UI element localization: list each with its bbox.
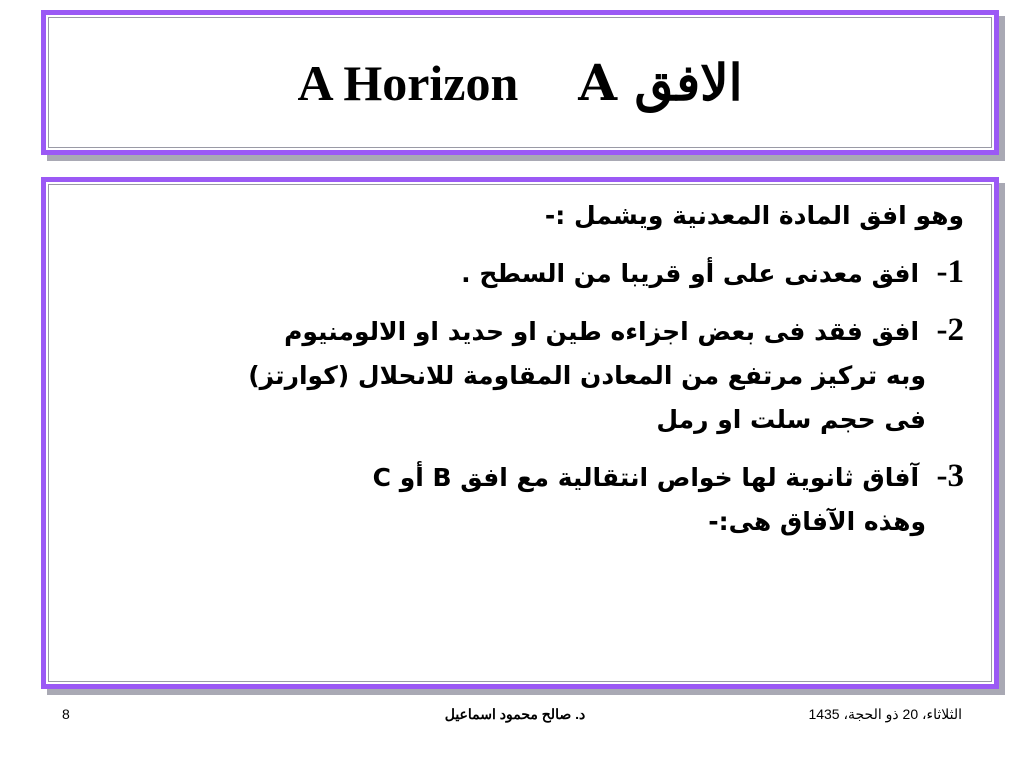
item-text: فى حجم سلت او رمل [656,405,926,434]
title-latin: A Horizon [297,55,519,111]
item-text: وهذه الآفاق هى:- [708,507,926,536]
title-arabic: الافق A [578,53,743,112]
content-frame [41,177,999,689]
footer-date: الثلاثاء، 20 ذو الحجة، 1435 [808,706,962,722]
page-number: 8 [62,706,70,722]
item-number: 2- [936,312,964,348]
intro-line: وهو افق المادة المعدنية ويشمل :- [544,201,964,230]
list-item-1 [64,250,964,296]
item-text: افق معدنى على أو قريبا من السطح . [461,259,920,288]
list-item-3 [64,454,964,544]
list-item-2 [64,308,964,442]
item-text: آفاق ثانوية لها خواص انتقالية مع افق B أو C [372,463,920,492]
item-number: 1- [936,254,964,290]
slide-title [46,53,994,112]
title-frame [41,10,999,155]
content-text [64,194,964,544]
item-text: افق فقد فى بعض اجزاءه طين او حديد او الالومنيوم [284,317,920,346]
footer-author: د. صالح محمود اسماعيل [444,706,586,722]
item-text: وبه تركيز مرتفع من المعادن المقاومة للانحلال (كوارتز) [248,361,926,390]
item-number: 3- [936,458,964,494]
